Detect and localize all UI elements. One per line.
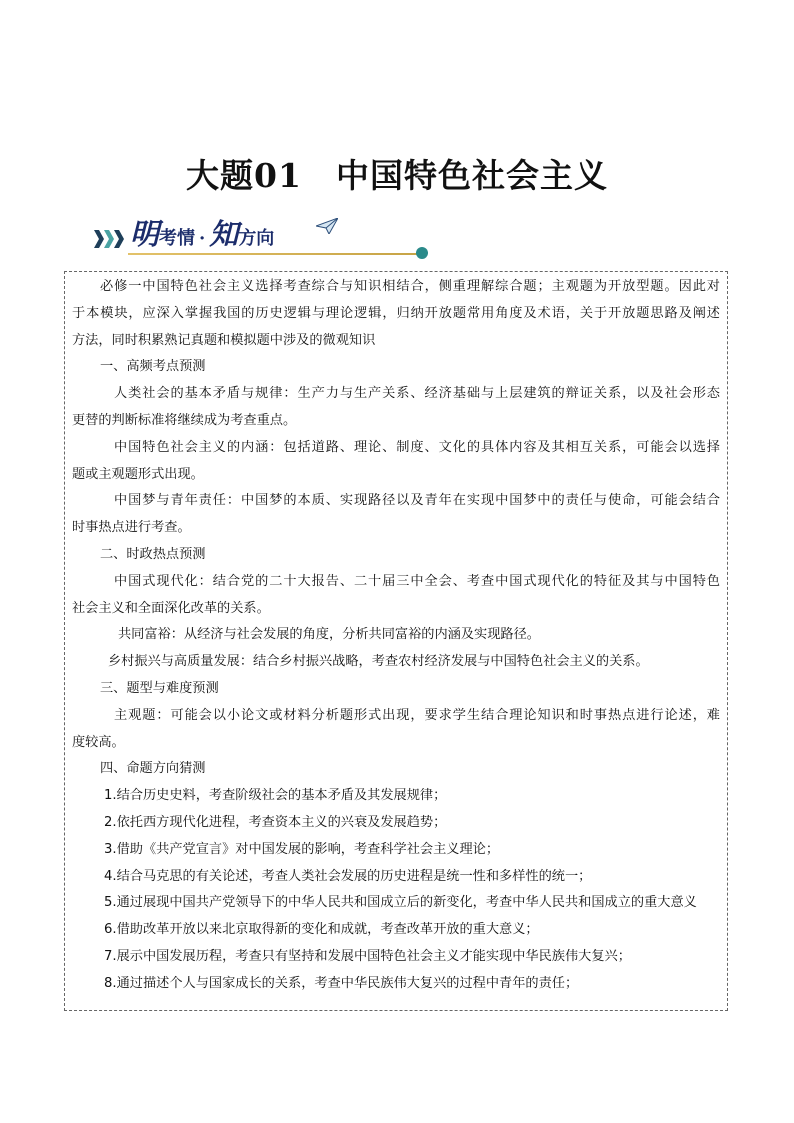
page-title bbox=[0, 150, 794, 197]
section-heading: 四、命题方向猜测 bbox=[100, 761, 206, 777]
paragraph-line: 人类社会的基本矛盾与规律：生产力与生产关系、经济基础与上层建筑的辩证关系，以及社会形态 bbox=[114, 386, 720, 402]
title-number: 01 bbox=[254, 156, 302, 196]
banner-char-2: 知 bbox=[209, 217, 239, 251]
paragraph-line: 社会主义和全面深化改革的关系。 bbox=[72, 600, 270, 616]
paragraph-line: 时事热点进行考查。 bbox=[72, 520, 191, 536]
section-heading: 一、高频考点预测 bbox=[100, 359, 206, 375]
banner-char-1: 明 bbox=[130, 217, 160, 251]
list-item: 6.借助改革开放以来北京取得新的变化和成就，考查改革开放的重大意义； bbox=[104, 922, 539, 938]
paragraph-line: 度较高。 bbox=[72, 734, 125, 750]
paragraph-line: 题或主观题形式出现。 bbox=[72, 466, 204, 482]
paragraph-line: 中国特色社会主义的内涵：包括道路、理论、制度、文化的具体内容及其相互关系，可能会以选择 bbox=[114, 439, 720, 455]
banner-heading bbox=[130, 212, 274, 253]
list-item: 2.依托西方现代化进程，考查资本主义的兴衰及发展趋势； bbox=[104, 814, 447, 830]
chevron-right-icon bbox=[104, 230, 114, 248]
list-item: 8.通过描述个人与国家成长的关系，考查中华民族伟大复兴的过程中青年的责任； bbox=[104, 975, 579, 991]
section-heading: 三、题型与难度预测 bbox=[100, 680, 219, 696]
paragraph-line: 更替的判断标准将继续成为考查重点。 bbox=[72, 412, 297, 428]
chevron-right-icon bbox=[94, 230, 104, 248]
intro-line: 方法，同时积累熟记真题和模拟题中涉及的微观知识 bbox=[72, 332, 376, 348]
list-item: 1.结合历史史料，考查阶级社会的基本矛盾及其发展规律； bbox=[104, 788, 447, 804]
banner-underline bbox=[128, 253, 418, 255]
banner-text-2: 方向 bbox=[238, 228, 275, 249]
title-text: 中国特色社会主义 bbox=[335, 156, 608, 196]
paper-plane-icon bbox=[316, 218, 338, 234]
paragraph-line: 主观题：可能会以小论文或材料分析题形式出现，要求学生结合理论知识和时事热点进行论述，难 bbox=[114, 707, 720, 723]
intro-line: 必修一中国特色社会主义选择考查综合与知识相结合，侧重理解综合题；主观题为开放型题。因此对 bbox=[100, 279, 720, 294]
chevron-right-icon bbox=[114, 230, 124, 248]
banner-end-dot bbox=[416, 247, 428, 259]
paragraph-line: 共同富裕：从经济与社会发展的角度，分析共同富裕的内涵及实现路径。 bbox=[118, 627, 540, 643]
paragraph-line: 乡村振兴与高质量发展：结合乡村振兴战略，考查农村经济发展与中国特色社会主义的关系。 bbox=[108, 654, 649, 670]
list-item: 7.展示中国发展历程，考查只有坚持和发展中国特色社会主义才能实现中华民族伟大复兴； bbox=[104, 948, 631, 964]
section-heading: 二、时政热点预测 bbox=[100, 546, 206, 562]
paragraph-line: 中国梦与青年责任：中国梦的本质、实现路径以及青年在实现中国梦中的责任与使命，可能会结合 bbox=[114, 493, 720, 509]
list-item: 4.结合马克思的有关论述，考查人类社会发展的历史进程是统一性和多样性的统一； bbox=[104, 868, 592, 884]
intro-line: 于本模块，应深入掌握我国的历史逻辑与理论逻辑，归纳开放题常用角度及术语，关于开放题思路及阐述 bbox=[72, 305, 720, 321]
paragraph-line: 中国式现代化：结合党的二十大报告、二十届三中全会、考查中国式现代化的特征及其与中国特色 bbox=[114, 573, 720, 589]
section-banner bbox=[94, 204, 434, 260]
content-box bbox=[64, 271, 728, 1011]
list-item: 5.通过展现中国共产党领导下的中华人民共和国成立后的新变化，考查中华人民共和国成立的重大意义 bbox=[104, 895, 697, 911]
list-item: 3.借助《共产党宣言》对中国发展的影响，考查科学社会主义理论； bbox=[104, 841, 500, 857]
title-prefix: 大题 bbox=[186, 156, 255, 196]
banner-text-1: 考情 bbox=[159, 228, 196, 249]
banner-dot-separator: · bbox=[199, 228, 206, 249]
